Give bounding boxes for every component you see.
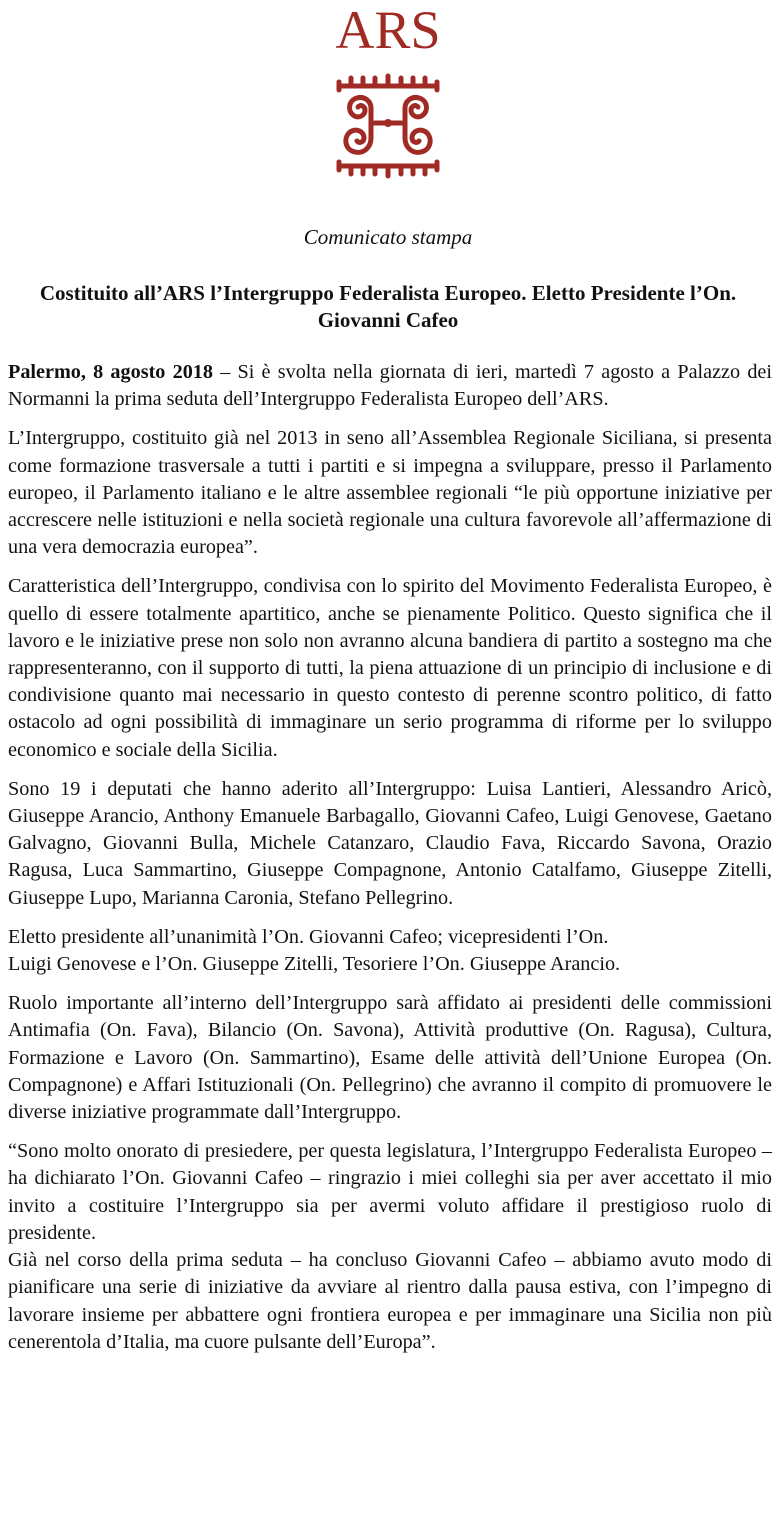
spiral-emblem-icon bbox=[331, 72, 445, 180]
paragraph-intergroup: L’Intergruppo, costituito già nel 2013 in seno all’Assemblea Regionale Siciliana, si presenta come formazione trasversale a tutti i partiti e si impegna a sviluppare, presso il Parlamento europeo, il Parlamento italiano e le altre assemblee regionali “le più opportune iniziative per accrescere nelle istituzioni e nella società regionale una cultura favorevole all’affermazione di una vera democrazia europea”. bbox=[8, 427, 772, 559]
paragraph-roles: Ruolo importante all’interno dell’Intergruppo sarà affidato ai presidenti delle commissioni Antimafia (On. Fava), Bilancio (On. Savona), Attività produttive (On. Ragusa), Cultura, Formazione e Lavoro (On. Sammartino), Esame delle attività dell’Unione Europea (On. Compagnone) e Affari Istituzionali (On. Pellegrino) che avranno il compito di promuovere le diverse iniziative programmate dall’Intergruppo. bbox=[8, 992, 772, 1124]
dateline: Palermo, 8 agosto 2018 bbox=[8, 361, 213, 383]
officers-line-2: Luigi Genovese e l’On. Giuseppe Zitelli, Tesoriere l’On. Giuseppe Arancio. bbox=[8, 953, 621, 976]
ars-logo bbox=[0, 0, 776, 185]
paragraph-officers bbox=[8, 924, 772, 978]
intro-text: – Si è svolta nella giornata di ieri, martedì 7 agosto a Palazzo dei Normanni la prima seduta dell’Intergruppo Federalista Europeo dell’ARS. bbox=[8, 361, 772, 411]
logo-wordmark: ARS bbox=[335, 0, 441, 60]
paragraph-quote: “Sono molto onorato di presiedere, per questa legislatura, l’Intergruppo Federalista Europeo – ha dichiarato l’On. Giovanni Cafeo – ringrazio i miei colleghi sia per aver accettato il mio invito a costituire l’Intergruppo sia per avermi voluto affidare il prestigioso ruolo di presidente. bbox=[8, 1140, 772, 1244]
paragraph-intro bbox=[8, 359, 772, 413]
paragraph-closing: Già nel corso della prima seduta – ha concluso Giovanni Cafeo – abbiamo avuto modo di pianificare una serie di iniziative da avviare al rientro dalla pausa estiva, con l’impegno di lavorare insieme per abbattere ogni frontiera europea e per immaginare una Sicilia non più cenerentola d’Italia, ma cuore pulsante dell’Europa”. bbox=[8, 1249, 772, 1353]
document-body bbox=[8, 359, 772, 1368]
paragraph-members: Sono 19 i deputati che hanno aderito all’Intergruppo: Luisa Lantieri, Alessandro Aricò, Giuseppe Arancio, Anthony Emanuele Barbagallo, Giovanni Cafeo, Luigi Genovese, Gaetano Galvagno, Giovanni Bulla, Michele Catanzaro, Claudio Fava, Riccardo Savona, Orazio Ragusa, Luca Sammartino, Giuseppe Compagnone, Antonio Catalfamo, Giuseppe Zitelli, Giuseppe Lupo, Marianna Caronia, Stefano Pellegrino. bbox=[8, 777, 772, 909]
officers-line-1: Eletto presidente all’unanimità l’On. Giovanni Cafeo; vicepresidenti l’On. bbox=[8, 925, 609, 948]
press-release-label: Comunicato stampa bbox=[303, 225, 473, 249]
document-title: Costituito all’ARS l’Intergruppo Federalista Europeo. Eletto Presidente l’On. Giovanni Cafeo bbox=[39, 281, 737, 332]
paragraph-characteristics: Caratteristica dell’Intergruppo, condivisa con lo spirito del Movimento Federalista Europeo, è quello di essere totalmente apartitico, anche se pienamente Politico. Questo significa che il lavoro e le iniziative prese non solo non avranno alcuna bandiera di partito a sostegno ma che rappresenteranno, con il supporto di tutti, la piena attuazione di un principio di inclusione e di condivisione quanto mai necessario in questo contesto di perenne scontro politico, di fatto ostacolo ad ogni possibilità di immaginare un serio programma di riforme per lo sviluppo economico e sociale della Sicilia. bbox=[8, 575, 772, 761]
